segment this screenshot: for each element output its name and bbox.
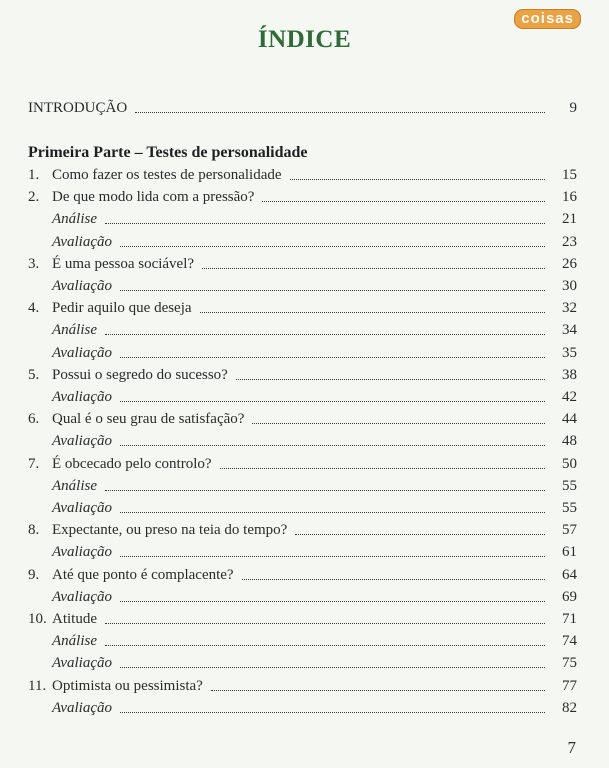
toc-entry-page: 64 [562, 566, 577, 583]
toc-entry-page: 77 [562, 677, 577, 694]
toc-subentry[interactable] [28, 630, 577, 652]
dot-leader [295, 533, 545, 535]
toc-subentry[interactable] [28, 208, 577, 230]
dot-leader [120, 555, 545, 557]
toc-entry-number: 3. [28, 255, 40, 272]
toc-entry[interactable] [28, 164, 577, 186]
toc-entry-label: Análise [52, 477, 97, 494]
toc-subentry[interactable] [28, 652, 577, 674]
toc-entry-number: 6. [28, 411, 40, 428]
toc-entry-page: 32 [562, 300, 577, 317]
toc-entry-page: 23 [562, 233, 577, 250]
toc-entry-label: Avaliação [52, 278, 112, 294]
toc-entry-page: 57 [562, 522, 577, 539]
toc-entry-introduction[interactable] [28, 97, 577, 119]
dot-leader [202, 267, 545, 269]
toc-entry-label: Como fazer os testes de personalidade [52, 167, 282, 183]
dot-leader [200, 311, 545, 313]
toc-entry-page: 82 [562, 699, 577, 716]
dot-leader [135, 111, 545, 113]
dot-leader [105, 489, 545, 491]
toc-entry[interactable] [28, 297, 577, 319]
toc-entry-number: 2. [28, 189, 40, 206]
toc-entry[interactable] [28, 608, 577, 630]
toc-entry-label: Até que ponto é complacente? [52, 566, 234, 583]
toc-subentry[interactable] [28, 497, 577, 519]
toc-entry-number: 4. [28, 300, 40, 317]
toc-entry-number: 11. [28, 677, 47, 694]
toc-entry[interactable] [28, 253, 577, 275]
toc-entry-page: 55 [562, 500, 577, 516]
dot-leader [120, 400, 545, 402]
toc-entry-label: Qual é o seu grau de satisfação? [52, 411, 245, 428]
toc-entry[interactable] [28, 675, 577, 697]
page-title: ÍNDICE [257, 26, 352, 53]
dot-leader [220, 467, 545, 469]
toc-entry-number: 9. [28, 566, 40, 583]
toc-subentry[interactable] [28, 541, 577, 563]
dot-leader [120, 666, 545, 668]
toc-entry-label: É uma pessoa sociável? [52, 255, 195, 272]
toc-entry-label: Avaliação [52, 588, 112, 605]
toc-entry[interactable] [28, 519, 577, 541]
toc-entry-page: 75 [562, 655, 577, 672]
toc-subentry[interactable] [28, 342, 577, 364]
toc-entry-number: 1. [28, 167, 40, 183]
toc-entry-label: Análise [52, 633, 97, 650]
dot-leader [105, 222, 545, 224]
dot-leader [120, 356, 545, 358]
page-number: 7 [567, 738, 576, 757]
dot-leader [211, 689, 545, 691]
toc-entry-label: Atitude [52, 611, 97, 627]
dot-leader [290, 178, 545, 180]
toc-entry-page: 71 [562, 611, 577, 627]
dot-leader [120, 289, 545, 291]
dot-leader [105, 333, 545, 335]
toc-subentry[interactable] [28, 275, 577, 297]
toc-entry-page: 50 [562, 455, 577, 472]
toc-entry-label: INTRODUÇÃO [28, 100, 128, 116]
toc-entry-page: 55 [562, 477, 577, 494]
toc-entry-page: 38 [562, 366, 577, 383]
toc-entry-page: 9 [569, 100, 577, 116]
toc-subentry[interactable] [28, 697, 577, 719]
toc-entry-label: Expectante, ou preso na teia do tempo? [52, 522, 288, 539]
dot-leader [120, 444, 545, 446]
toc-entry-page: 69 [562, 588, 577, 605]
toc-entry-page: 30 [562, 278, 577, 294]
dot-leader [120, 600, 545, 602]
toc-entry-label: Optimista ou pessimista? [52, 677, 203, 694]
toc-entry-label: Avaliação [52, 544, 112, 561]
toc-entry-page: 21 [562, 211, 577, 228]
toc-subentry[interactable] [28, 319, 577, 341]
toc-entry[interactable] [28, 564, 577, 586]
toc-entry-label: Análise [52, 211, 97, 228]
toc-entry-number: 10. [28, 611, 47, 627]
toc-entry[interactable] [28, 364, 577, 386]
toc-subentry[interactable] [28, 430, 577, 452]
toc-entry-label: É obcecado pelo controlo? [52, 455, 212, 472]
toc-entry-page: 61 [562, 544, 577, 561]
dot-leader [236, 378, 545, 380]
toc-entry-label: Avaliação [52, 699, 112, 716]
toc-entry[interactable] [28, 186, 577, 208]
dot-leader [120, 245, 545, 247]
dot-leader [120, 511, 545, 513]
toc-entry-label: Avaliação [52, 433, 112, 450]
toc-entry-page: 15 [562, 167, 577, 183]
toc-entry-number: 7. [28, 455, 40, 472]
dot-leader [105, 644, 545, 646]
toc-subentry[interactable] [28, 386, 577, 408]
toc-entry-label: Avaliação [52, 655, 112, 672]
toc-subentry[interactable] [28, 231, 577, 253]
toc-entry-label: Análise [52, 322, 97, 339]
toc-subentry[interactable] [28, 475, 577, 497]
toc-entry-label: Possui o segredo do sucesso? [52, 366, 228, 383]
dot-leader [120, 711, 545, 713]
dot-leader [242, 578, 545, 580]
toc-entry-number: 8. [28, 522, 40, 539]
toc-subentry[interactable] [28, 586, 577, 608]
dot-leader [252, 422, 545, 424]
toc-entry-page: 48 [562, 433, 577, 450]
toc-entry-number: 5. [28, 366, 40, 383]
toc-entry-page: 74 [562, 633, 577, 650]
toc-entry-label: Avaliação [52, 389, 112, 405]
dot-leader [262, 200, 545, 202]
toc-entry[interactable] [28, 408, 577, 430]
toc-entry-page: 16 [562, 189, 577, 206]
toc-entry-page: 34 [562, 322, 577, 339]
toc-entry-page: 42 [562, 389, 577, 405]
toc-entry-label: Avaliação [52, 233, 112, 250]
toc-entry-label: Pedir aquilo que deseja [52, 300, 192, 317]
toc-entry-label: Avaliação [52, 344, 112, 361]
part-heading: Primeira Parte – Testes de personalidade [28, 144, 308, 161]
dot-leader [105, 622, 545, 624]
toc-entry-page: 26 [562, 255, 577, 272]
toc-entry-page: 44 [562, 411, 577, 428]
toc-entry[interactable] [28, 453, 577, 475]
toc-entry-label: De que modo lida com a pressão? [52, 189, 255, 206]
publisher-logo: coisas [514, 9, 581, 29]
toc-entry-page: 35 [562, 344, 577, 361]
toc-entry-label: Avaliação [52, 500, 112, 516]
